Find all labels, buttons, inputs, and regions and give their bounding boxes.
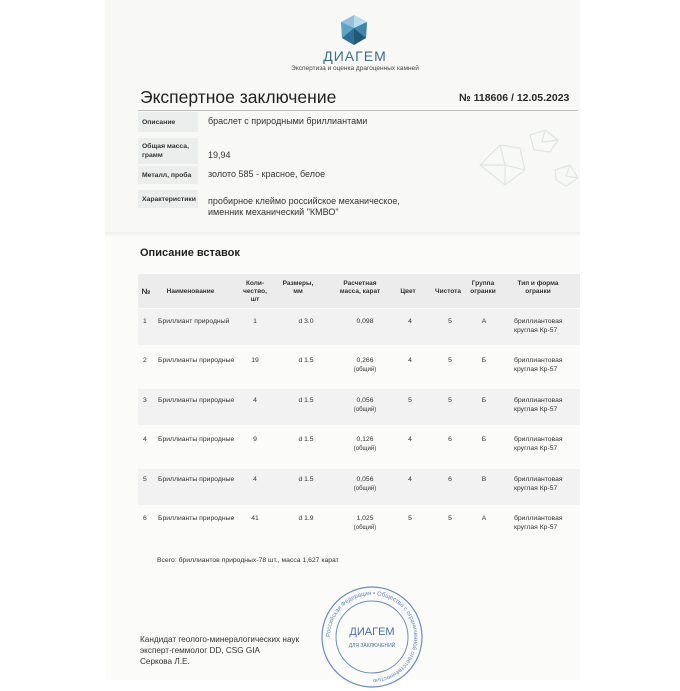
row-5-cut-type: бриллиантовая круглая Кр-57 [514, 476, 563, 492]
stamp-subtitle: ДЛЯ ЗАКЛЮЧЕНИЙ [348, 643, 396, 649]
row-1-size: d 3.0 [298, 318, 314, 325]
row-1-name: Бриллиант природный [158, 318, 230, 325]
field-value-characteristics: пробирное клеймо российское механическое, именник механический "КМВО" [208, 196, 400, 217]
column-header-clarity: Чистота [435, 288, 461, 295]
row-1-cut-type: бриллиантовая круглая Кр-57 [514, 318, 563, 334]
row-6-quantity: 41 [251, 515, 259, 522]
row-2-number: 2 [143, 357, 147, 364]
row-4-clarity: 6 [448, 436, 452, 443]
row-5-clarity: 6 [448, 476, 452, 483]
document-title: Экспертное заключение [140, 87, 337, 107]
row-4-cut-type: бриллиантовая круглая Кр-57 [514, 436, 563, 452]
expert-degree: Кандидат геолого-минералогических наук [140, 635, 300, 644]
row-6-color: 5 [408, 515, 412, 522]
row-4-name: Бриллианты природные [158, 436, 235, 443]
row-4-mass: 0,126 (общий) [353, 436, 377, 452]
field-label-description: Описание [142, 119, 176, 126]
row-3-cut-type: бриллиантовая круглая Кр-57 [514, 397, 563, 413]
field-value-metal: золото 585 - красное, белое [208, 169, 326, 179]
row-6-size: d 1.9 [298, 515, 314, 522]
stamp-ring-text: Российская Федерация • Общество с ограниченной ответственностью [325, 590, 419, 684]
field-value-description: браслет с природными бриллиантами [208, 116, 368, 126]
column-header-mass: Расчетная масса, карат [339, 280, 381, 295]
row-2-clarity: 5 [448, 357, 452, 364]
row-3-name: Бриллианты природные [158, 397, 235, 404]
row-1-clarity: 5 [448, 318, 452, 325]
row-2-quantity: 19 [251, 357, 259, 364]
row-1-cut-group: А [481, 318, 487, 325]
row-4-quantity: 9 [253, 436, 257, 443]
row-3-number: 3 [143, 397, 147, 404]
row-2-mass: 0,266 (общий) [353, 357, 377, 373]
column-header-cut-group: Группа огранки [470, 280, 496, 295]
row-4-size: d 1.5 [298, 436, 314, 443]
column-header-number: № [141, 287, 151, 296]
column-header-color: Цвет [400, 288, 416, 295]
row-5-quantity: 4 [253, 476, 257, 483]
title-divider [138, 110, 578, 111]
row-1-mass: 0,098 [356, 318, 374, 325]
row-1-color: 4 [408, 318, 412, 325]
row-2-name: Бриллианты природные [158, 357, 235, 364]
row-2-size: d 1.5 [298, 357, 314, 364]
field-value-total-mass: 19,94 [208, 150, 231, 160]
row-6-mass: 1,025 (общий) [353, 515, 377, 531]
brand-tagline: Экспертиза и оценка драгоценных камней [291, 65, 419, 72]
stamp-brand: ДИАГЕМ [349, 626, 395, 638]
row-2-cut-type: бриллиантовая круглая Кр-57 [514, 357, 563, 373]
row-3-mass: 0,056 (общий) [353, 397, 377, 413]
expert-name: Серкова Л.Е. [140, 657, 190, 666]
row-5-cut-group: В [481, 476, 487, 483]
row-1-number: 1 [143, 318, 147, 325]
field-label-characteristics: Характеристики [142, 196, 196, 203]
row-4-cut-group: Б [481, 436, 487, 443]
decorative-gem-outlines-icon [470, 120, 580, 200]
inserts-section-title: Описание вставок [140, 247, 240, 259]
row-2-cut-group: Б [481, 357, 487, 364]
column-header-cut-type: Тип и форма огранки [517, 280, 559, 295]
row-3-quantity: 4 [253, 397, 257, 404]
row-6-clarity: 5 [448, 515, 452, 522]
document-number: № 118606 / 12.05.2023 [459, 92, 570, 104]
row-6-number: 6 [143, 515, 147, 522]
page-fold [105, 232, 580, 236]
row-3-color: 5 [408, 397, 412, 404]
row-6-cut-group: А [481, 515, 487, 522]
brand-name: ДИАГЕМ [323, 48, 387, 64]
row-1-quantity: 1 [253, 318, 257, 325]
field-label-total-mass: Общая масса, грамм [142, 143, 189, 159]
field-label-metal: Металл, проба [142, 172, 192, 179]
row-5-number: 5 [143, 476, 147, 483]
column-header-size: Размеры, мм [282, 280, 314, 295]
row-5-mass: 0,056 (общий) [353, 476, 377, 492]
row-5-size: d 1.5 [298, 476, 314, 483]
column-header-name: Наименование [166, 288, 215, 295]
diagem-logo-icon [339, 14, 369, 46]
company-stamp [318, 583, 426, 691]
row-5-color: 4 [408, 476, 412, 483]
row-5-name: Бриллианты природные [158, 476, 235, 483]
row-6-name: Бриллианты природные [158, 515, 235, 522]
column-header-quantity: Коли-чество, шт [243, 280, 267, 303]
row-6-cut-type: бриллиантовая круглая Кр-57 [514, 515, 563, 531]
row-3-clarity: 5 [448, 397, 452, 404]
expert-title: эксперт-геммолог DD, CSG GIA [140, 646, 260, 655]
row-4-color: 4 [408, 436, 412, 443]
row-3-cut-group: Б [481, 397, 487, 404]
row-2-color: 4 [408, 357, 412, 364]
row-4-number: 4 [143, 436, 147, 443]
inserts-total: Всего: бриллиантов природных-78 шт., масса 1,627 карат [157, 557, 339, 564]
row-3-size: d 1.5 [298, 397, 314, 404]
